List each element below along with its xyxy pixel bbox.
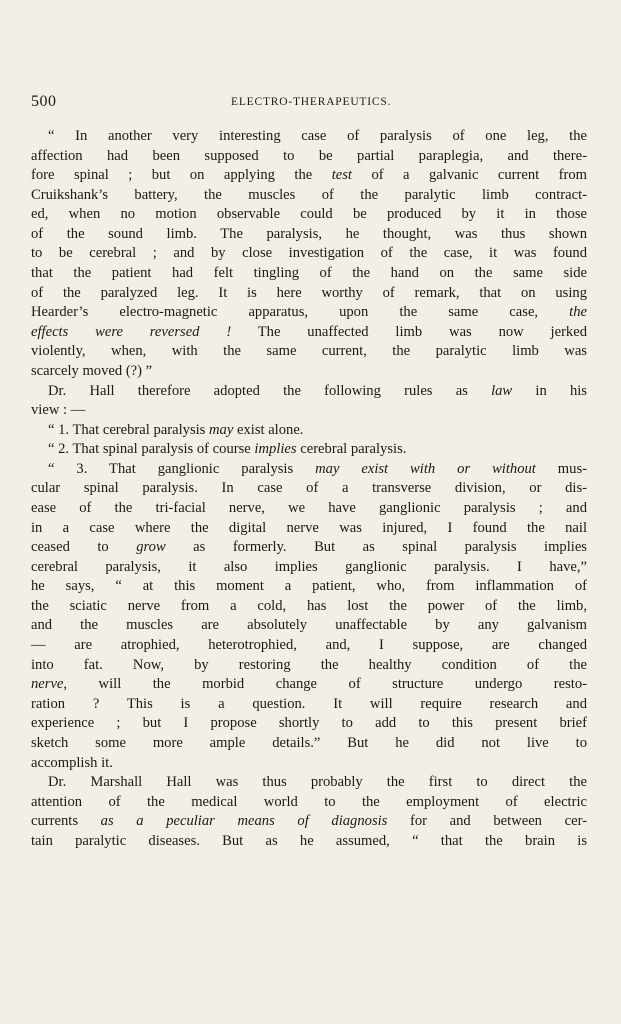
text-run: violently, when, with the same current, the paralytic limb was	[31, 343, 587, 360]
text-line	[31, 460, 587, 480]
text-run: ed, when no motion observable could be produced by it in those	[31, 206, 587, 223]
text-line	[31, 616, 587, 636]
text-run: for and between cer-	[387, 813, 588, 830]
text-line	[31, 166, 587, 186]
text-line	[31, 675, 587, 695]
italic-text: test	[331, 167, 352, 184]
text-run: Dr. Hall therefore adopted the following rules as	[48, 382, 492, 399]
text-line	[31, 323, 587, 343]
italic-text: grow	[136, 539, 166, 556]
text-line	[31, 656, 587, 676]
italic-text: as a peculiar means of diagnosis	[100, 813, 388, 830]
text-line	[31, 597, 587, 617]
text-run: “ 3. That ganglionic paralysis	[48, 460, 316, 477]
text-run: “ 1. That cerebral paralysis	[48, 421, 210, 438]
text-line	[31, 812, 587, 832]
text-run: cular spinal paralysis. In case of a transverse division, or dis-	[31, 480, 587, 497]
italic-text: may exist with or without	[315, 460, 536, 477]
text-line	[31, 440, 587, 460]
text-run: the sciatic nerve from a cold, has lost the power of the limb,	[31, 597, 587, 614]
text-run: into fat. Now, by restoring the healthy condition of the	[31, 656, 587, 673]
text-line	[31, 382, 587, 402]
text-run: as formerly. But as spinal paralysis implies	[165, 539, 587, 556]
text-run: experience ; but I propose shortly to add to this present brief	[31, 715, 587, 732]
text-run: sketch some more ample details.” But he did not live to	[31, 734, 587, 751]
text-run: Dr. Marshall Hall was thus probably the first to direct the	[48, 774, 587, 791]
text-line	[31, 401, 587, 421]
text-run: accomplish it.	[31, 754, 113, 771]
text-run: — are atrophied, heterotrophied, and, I suppose, are changed	[31, 637, 587, 654]
text-line	[31, 773, 587, 793]
text-run: “ In another very interesting case of paralysis of one leg, the	[48, 128, 587, 144]
italic-text: law	[491, 382, 513, 399]
text-run: exist alone.	[233, 421, 304, 438]
text-run: mus-	[535, 460, 587, 477]
text-run: , will the morbid change of structure undergo resto-	[63, 676, 587, 693]
text-line	[31, 264, 587, 284]
text-run: cerebral paralysis, it also implies ganglionic paralysis. I have,”	[31, 558, 587, 575]
text-run: attention of the medical world to the employment of electric	[31, 793, 587, 810]
text-line	[31, 244, 587, 264]
text-run: currents	[31, 813, 101, 830]
text-line	[31, 303, 587, 323]
text-line	[31, 205, 587, 225]
body-text	[31, 127, 587, 851]
text-line	[31, 538, 587, 558]
text-line	[31, 695, 587, 715]
text-run: The unaffected limb was now jerked	[231, 323, 587, 340]
text-run: cerebral paralysis.	[296, 441, 407, 458]
text-run: of a galvanic current from	[352, 167, 588, 184]
text-run: and the muscles are absolutely unaffectable by any galvanism	[31, 617, 587, 634]
italic-text: effects were reversed !	[31, 323, 232, 340]
italic-text: may	[209, 421, 234, 438]
text-line	[31, 479, 587, 499]
text-run: Cruikshank’s battery, the muscles of the paralytic limb contract-	[31, 186, 587, 203]
text-run: ration ? This is a question. It will require research and	[31, 695, 587, 712]
text-run: in his	[512, 382, 587, 399]
text-line	[31, 558, 587, 578]
text-line	[31, 421, 587, 441]
text-line	[31, 714, 587, 734]
text-run: to be cerebral ; and by close investigation of the case, it was found	[31, 245, 587, 262]
text-run: that the patient had felt tingling of the hand on the same side	[31, 265, 587, 282]
text-run: of the paralyzed leg. It is here worthy of remark, that on using	[31, 284, 587, 301]
text-run: in a case where the digital nerve was injured, I found the nail	[31, 519, 587, 536]
text-line	[31, 225, 587, 245]
text-line	[31, 362, 587, 382]
italic-text: implies	[254, 441, 297, 458]
text-line	[31, 734, 587, 754]
text-line	[31, 499, 587, 519]
text-run: view : —	[31, 402, 86, 419]
text-run: scarcely moved (?) ”	[31, 362, 153, 379]
text-line	[31, 754, 587, 774]
text-line	[31, 636, 587, 656]
italic-text: nerve	[31, 676, 64, 693]
text-run: affection had been supposed to be partial paraplegia, and there-	[31, 147, 587, 164]
text-line	[31, 147, 587, 167]
text-run: Hearder’s electro-magnetic apparatus, upon the same case,	[31, 304, 570, 321]
running-head: ELECTRO-THERAPEUTICS.	[231, 96, 392, 108]
page-header	[31, 93, 591, 113]
text-line	[31, 127, 587, 147]
text-line	[31, 342, 587, 362]
text-run: fore spinal ; but on applying the	[31, 167, 332, 184]
text-line	[31, 186, 587, 206]
italic-text: the	[569, 304, 587, 321]
text-run: of the sound limb. The paralysis, he thought, was thus shown	[31, 225, 587, 242]
text-run: tain paralytic diseases. But as he assumed, “ that the brain is	[31, 832, 587, 849]
text-run: ease of the tri-facial nerve, we have ganglionic paralysis ; and	[31, 499, 587, 516]
text-run: ceased to	[31, 539, 137, 556]
text-line	[31, 793, 587, 813]
text-line	[31, 519, 587, 539]
page-number: 500	[31, 93, 57, 110]
text-line	[31, 832, 587, 852]
text-line	[31, 284, 587, 304]
text-run: he says, “ at this moment a patient, who, from inflammation of	[31, 578, 587, 595]
text-run: “ 2. That spinal paralysis of course	[48, 441, 255, 458]
text-line	[31, 577, 587, 597]
